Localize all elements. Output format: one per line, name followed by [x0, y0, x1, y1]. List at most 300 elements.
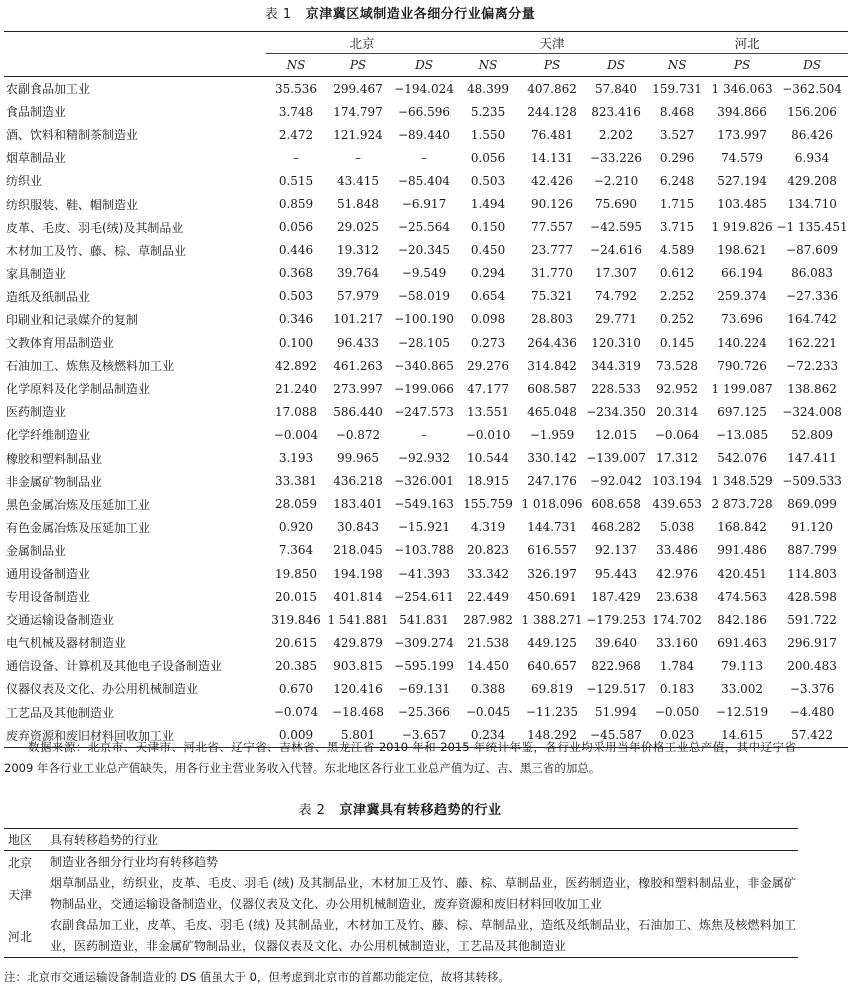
row-header-blank [4, 32, 266, 54]
value-cell: 103.194 [652, 474, 702, 489]
value-cell: −13.085 [716, 427, 769, 442]
value-cell: 95.443 [595, 566, 638, 581]
value-cell: −0.045 [465, 705, 511, 720]
industry-name: 非金属矿物制品业 [6, 474, 103, 489]
value-cell: 1.494 [470, 197, 506, 212]
value-cell: – [355, 150, 361, 165]
value-cell: 319.846 [271, 612, 321, 627]
value-cell: 394.866 [717, 104, 767, 119]
industry-name: 通信设备、计算机及其他电子设备制造业 [6, 659, 223, 674]
value-cell: 29.025 [337, 220, 379, 235]
value-cell: 0.252 [659, 312, 695, 327]
value-cell: 1 919.826 [711, 220, 773, 235]
value-cell: 3.715 [659, 220, 695, 235]
value-cell: 51.848 [337, 197, 379, 212]
subheader-ps: PS [326, 54, 390, 77]
value-cell: 198.621 [717, 243, 767, 258]
value-cell: 73.696 [721, 312, 764, 327]
value-cell: 17.312 [656, 451, 699, 466]
value-cell: 140.224 [717, 335, 767, 350]
value-cell: 5.801 [326, 724, 390, 748]
value-cell: −0.064 [654, 427, 700, 442]
industry-name: 农副食品加工业 [6, 82, 91, 97]
value-cell: 0.183 [659, 681, 695, 696]
value-cell: 697.125 [717, 404, 767, 419]
value-cell: 20.615 [275, 635, 317, 650]
value-cell: 3.193 [278, 451, 314, 466]
value-cell: 439.653 [652, 497, 702, 512]
value-cell: 218.045 [333, 543, 383, 558]
value-cell: 194.198 [333, 566, 383, 581]
value-cell: −2.210 [593, 173, 639, 188]
value-cell: 20.314 [656, 404, 699, 419]
value-cell: 20.015 [275, 589, 317, 604]
value-cell: 991.486 [717, 543, 767, 558]
value-cell: 542.076 [717, 451, 767, 466]
value-cell: 13.551 [467, 404, 510, 419]
value-cell: 14.131 [531, 150, 574, 165]
value-cell: 244.128 [527, 104, 577, 119]
value-cell: −24.616 [590, 243, 643, 258]
value-cell: −100.190 [394, 312, 454, 327]
value-cell: 31.770 [531, 266, 574, 281]
value-cell: −0.010 [465, 427, 511, 442]
value-cell: 92.952 [656, 381, 699, 396]
industry-name: 化学纤维制造业 [6, 428, 91, 443]
table-row [4, 123, 848, 146]
industry-name: 金属制品业 [6, 543, 67, 558]
value-cell: −6.917 [401, 197, 447, 212]
value-cell: 449.125 [527, 635, 577, 650]
value-cell: 0.294 [470, 266, 506, 281]
value-cell: −326.001 [394, 474, 454, 489]
value-cell: 144.731 [527, 520, 577, 535]
table-row [4, 285, 848, 308]
value-cell: −3.376 [789, 681, 835, 696]
value-cell: 586.440 [333, 404, 383, 419]
value-cell: 691.463 [717, 635, 767, 650]
value-cell: −103.788 [394, 543, 454, 558]
value-cell: 228.533 [591, 381, 641, 396]
value-cell: 2.252 [659, 289, 695, 304]
value-cell: 52.809 [791, 427, 834, 442]
value-cell: 1 541.881 [327, 612, 389, 627]
value-cell: 156.206 [787, 104, 837, 119]
value-cell: −12.519 [716, 705, 769, 720]
value-cell: 183.401 [333, 497, 383, 512]
value-cell: 28.059 [275, 497, 317, 512]
value-cell: 51.994 [595, 705, 638, 720]
value-cell: 23.638 [656, 589, 699, 604]
value-cell: 6.934 [794, 150, 830, 165]
subheader-ps: PS [518, 54, 586, 77]
industries-cell: 烟草制品业，纺织业，皮革、毛皮、羽毛 (绒) 及其制品业，木材加工及竹、藤、棕、草制品业，医药制造业，橡胶和塑料制品业，非金属矿物制品业，交通运输设备制造业，仪器仪表及文化、办公用机械制造业，废弃资源和废旧材料回收加工业 [50, 876, 796, 911]
value-cell: 101.217 [333, 312, 383, 327]
subheader-ns: NS [266, 54, 326, 77]
value-cell: 0.150 [470, 220, 506, 235]
deviation-table [4, 31, 848, 748]
table-row [4, 423, 848, 446]
value-cell: −18.468 [331, 705, 385, 720]
subheader-ps: PS [708, 54, 776, 77]
value-cell: −92.042 [590, 474, 643, 489]
value-cell: −129.517 [586, 681, 646, 696]
value-cell: 168.842 [717, 520, 767, 535]
table-row [4, 192, 848, 215]
industry-name: 交通运输设备制造业 [6, 613, 115, 628]
value-cell: 790.726 [717, 358, 767, 373]
value-cell: 48.399 [467, 81, 510, 96]
industry-name: 食品制造业 [6, 105, 67, 120]
industry-name: 造纸及纸制品业 [6, 289, 91, 304]
table-row [4, 585, 848, 608]
value-cell: −69.131 [397, 681, 451, 696]
table1-title: 京津冀区域制造业各细分行业偏离分量 [305, 7, 536, 22]
value-cell: 17.088 [275, 404, 317, 419]
value-cell: 0.388 [470, 681, 506, 696]
industry-name: 家具制造业 [6, 266, 67, 281]
value-cell: 187.429 [591, 589, 641, 604]
value-cell: −179.253 [586, 612, 646, 627]
value-cell: −3.657 [390, 724, 458, 748]
industry-name: 文教体育用品制造业 [6, 336, 115, 351]
table-row [4, 239, 848, 262]
value-cell: 0.859 [278, 197, 314, 212]
value-cell: 12.015 [595, 427, 638, 442]
value-cell: 79.113 [721, 658, 764, 673]
value-cell: 42.976 [656, 566, 699, 581]
value-cell: −324.008 [782, 404, 842, 419]
value-cell: 0.612 [659, 266, 695, 281]
value-cell: 91.120 [791, 520, 834, 535]
value-cell: 57.422 [776, 724, 848, 748]
table-row [4, 77, 848, 101]
value-cell: 21.240 [275, 381, 317, 396]
table1-number: 表 1 [264, 7, 292, 22]
value-cell: 2.472 [278, 127, 314, 142]
value-cell: 474.563 [717, 589, 767, 604]
value-cell: −89.440 [397, 127, 451, 142]
value-cell: −66.596 [397, 104, 451, 119]
subheader-ns: NS [646, 54, 708, 77]
value-cell: 1 346.063 [711, 81, 773, 96]
table-row [4, 493, 848, 516]
value-cell: 903.815 [333, 658, 383, 673]
table2-title: 京津冀具有转移趋势的行业 [339, 803, 502, 818]
value-cell: 7.364 [278, 543, 314, 558]
value-cell: 0.023 [646, 724, 708, 748]
value-cell: 1 348.529 [711, 474, 773, 489]
value-cell: −72.233 [786, 358, 839, 373]
value-cell: 429.879 [333, 635, 383, 650]
table2-note: 注：北京市交通运输设备制造业的 DS 值虽大于 0，但考虑到北京市的首都功能定位，故将其转移。 [4, 970, 510, 984]
value-cell: 23.777 [531, 243, 574, 258]
table-row [4, 539, 848, 562]
industry-name: 石油加工、炼焦及核燃料加工业 [6, 359, 175, 374]
value-cell: 28.803 [531, 312, 574, 327]
value-cell: 14.450 [467, 658, 510, 673]
value-cell: 326.197 [527, 566, 577, 581]
value-cell: 0.920 [278, 520, 314, 535]
value-cell: 0.098 [470, 312, 506, 327]
value-cell: 0.234 [458, 724, 518, 748]
value-cell: 1.715 [659, 197, 695, 212]
transfer-trend-table [4, 828, 798, 958]
value-cell: 2 873.728 [711, 497, 773, 512]
value-cell: – [293, 150, 299, 165]
value-cell: −1 135.451 [776, 220, 848, 235]
value-cell: 20.823 [467, 543, 510, 558]
value-cell: 0.273 [470, 335, 506, 350]
group-header-hebei: 河北 [646, 32, 848, 54]
table1-caption [0, 4, 800, 26]
value-cell: −247.573 [394, 404, 454, 419]
industry-name: 纺织业 [6, 174, 43, 189]
value-cell: −0.004 [273, 427, 319, 442]
value-cell: 407.862 [527, 81, 577, 96]
value-cell: 14.615 [708, 724, 776, 748]
value-cell: – [421, 427, 428, 442]
table2-number: 表 2 [298, 803, 326, 818]
value-cell: 43.415 [337, 173, 379, 188]
value-cell: 1 018.096 [521, 497, 583, 512]
industry-name: 酒、饮料和精制茶制造业 [6, 128, 139, 143]
value-cell: 159.731 [652, 81, 702, 96]
value-cell: −92.932 [397, 451, 451, 466]
value-cell: −194.024 [394, 81, 454, 96]
value-cell: 73.528 [656, 358, 699, 373]
value-cell: 42.892 [275, 358, 317, 373]
value-cell: 616.557 [527, 543, 577, 558]
group-header-beijing: 北京 [266, 32, 458, 54]
industry-name: 黑色金属冶炼及压延加工业 [6, 497, 151, 512]
industry-name: 电气机械及器材制造业 [6, 636, 127, 651]
value-cell: 1 388.271 [521, 612, 583, 627]
value-cell: 47.177 [467, 381, 510, 396]
value-cell: −549.163 [394, 497, 454, 512]
value-cell: 0.145 [659, 335, 695, 350]
value-cell: −87.609 [786, 243, 839, 258]
value-cell: −28.105 [397, 335, 451, 350]
industry-name: 烟草制品业 [6, 151, 67, 166]
value-cell: 0.654 [470, 289, 506, 304]
value-cell: 299.467 [333, 81, 383, 96]
value-cell: 6.248 [659, 173, 695, 188]
value-cell: 90.126 [531, 197, 574, 212]
value-cell: 164.742 [787, 312, 837, 327]
industry-name: 医药制造业 [6, 405, 67, 420]
value-cell: 0.296 [659, 150, 695, 165]
table2-caption [0, 800, 800, 822]
value-cell: −340.865 [394, 358, 454, 373]
value-cell: 0.450 [470, 243, 506, 258]
value-cell: 42.426 [531, 173, 574, 188]
value-cell: 0.368 [278, 266, 314, 281]
table-row [4, 146, 848, 169]
table-row [4, 562, 848, 585]
industry-name: 废弃资源和废旧材料回收加工业 [4, 724, 266, 748]
value-cell: 66.194 [721, 266, 764, 281]
value-cell: −42.595 [590, 220, 643, 235]
value-cell: 842.186 [717, 612, 767, 627]
value-cell: 4.319 [470, 520, 506, 535]
industry-name: 木材加工及竹、藤、棕、草制品业 [6, 243, 187, 258]
value-cell: 69.819 [531, 681, 574, 696]
value-cell: 1 199.087 [711, 381, 773, 396]
value-cell: −0.074 [273, 705, 319, 720]
value-cell: −9.549 [401, 266, 447, 281]
value-cell: 0.346 [278, 312, 314, 327]
industry-name: 仪器仪表及文化、办公用机械制造业 [6, 682, 199, 697]
table-row [4, 677, 848, 700]
value-cell: −85.404 [397, 173, 451, 188]
subheader-ds: DS [776, 54, 848, 77]
value-cell: −15.921 [397, 520, 451, 535]
table-row [4, 216, 848, 239]
value-cell: 33.486 [656, 543, 699, 558]
table-row [4, 169, 848, 192]
value-cell: 33.342 [467, 566, 510, 581]
value-cell: 200.483 [787, 658, 837, 673]
value-cell: 0.503 [278, 289, 314, 304]
value-cell: 465.048 [527, 404, 577, 419]
value-cell: 0.503 [470, 173, 506, 188]
value-cell: 120.310 [591, 335, 641, 350]
value-cell: −25.564 [397, 220, 451, 235]
table-row [4, 701, 848, 724]
table-row [4, 447, 848, 470]
value-cell: 2.202 [598, 127, 634, 142]
value-cell: −41.393 [397, 566, 451, 581]
value-cell: 4.589 [659, 243, 695, 258]
table-row [4, 100, 848, 123]
value-cell: 436.218 [333, 474, 383, 489]
value-cell: −0.872 [335, 427, 381, 442]
value-cell: −595.199 [394, 658, 454, 673]
table-row [4, 308, 848, 331]
industry-name: 橡胶和塑料制品业 [6, 451, 103, 466]
value-cell: 541.831 [399, 612, 449, 627]
value-cell: −309.274 [394, 635, 454, 650]
value-cell: 869.099 [787, 497, 837, 512]
value-cell: 1.550 [470, 127, 506, 142]
value-cell: −25.366 [397, 705, 451, 720]
subheader-ds: DS [390, 54, 458, 77]
value-cell: 3.527 [659, 127, 695, 142]
value-cell: 0.515 [278, 173, 314, 188]
table-row [4, 915, 798, 958]
value-cell: 10.544 [467, 451, 510, 466]
value-cell: 173.997 [717, 127, 767, 142]
value-cell: 121.924 [333, 127, 383, 142]
value-cell: 19.312 [337, 243, 379, 258]
value-cell: 77.557 [531, 220, 574, 235]
value-cell: 823.416 [591, 104, 641, 119]
value-cell: 0.446 [278, 243, 314, 258]
table-row [4, 331, 848, 354]
table-row [4, 873, 798, 915]
table-row [4, 631, 848, 654]
value-cell: 330.142 [527, 451, 577, 466]
value-cell: 264.436 [527, 335, 577, 350]
value-cell: 0.670 [278, 681, 314, 696]
value-cell: 138.862 [787, 381, 837, 396]
value-cell: 344.319 [591, 358, 641, 373]
industry-name: 纺织服装、鞋、帽制造业 [6, 197, 139, 212]
value-cell: 120.416 [333, 681, 383, 696]
value-cell: −20.345 [397, 243, 451, 258]
value-cell: 401.814 [333, 589, 383, 604]
table-row [4, 470, 848, 493]
subheader-ns: NS [458, 54, 518, 77]
industry-name: 工艺品及其他制造业 [6, 705, 115, 720]
table-row [4, 654, 848, 677]
value-cell: 96.433 [337, 335, 379, 350]
value-cell: 0.100 [278, 335, 314, 350]
value-cell: 21.538 [467, 635, 510, 650]
value-cell: 468.282 [591, 520, 641, 535]
industry-name: 化学原料及化学制品制造业 [6, 382, 151, 397]
value-cell: 162.221 [787, 335, 837, 350]
value-cell: 273.997 [333, 381, 383, 396]
value-cell: 19.850 [275, 566, 317, 581]
value-cell: 74.792 [595, 289, 638, 304]
value-cell: −27.336 [786, 289, 839, 304]
value-cell: 640.657 [527, 658, 577, 673]
industry-name: 有色金属冶炼及压延加工业 [6, 520, 151, 535]
table-row [4, 516, 848, 539]
value-cell: 259.374 [717, 289, 767, 304]
value-cell: 75.690 [595, 197, 638, 212]
row-header-blank-2 [4, 54, 266, 77]
value-cell: 92.137 [595, 543, 638, 558]
value-cell: 887.799 [787, 543, 837, 558]
value-cell: – [421, 150, 428, 165]
value-cell: 608.658 [591, 497, 641, 512]
table-row [4, 608, 848, 631]
value-cell: −0.050 [654, 705, 700, 720]
table-row [4, 377, 848, 400]
value-cell: 39.640 [595, 635, 638, 650]
value-cell: 147.411 [787, 451, 837, 466]
table-row [4, 262, 848, 285]
value-cell: 461.263 [333, 358, 383, 373]
value-cell: 247.176 [527, 474, 577, 489]
value-cell: −58.019 [397, 289, 451, 304]
value-cell: 30.843 [337, 520, 379, 535]
value-cell: 822.968 [591, 658, 641, 673]
value-cell: −509.533 [782, 474, 842, 489]
value-cell: 8.468 [659, 104, 695, 119]
value-cell: 20.385 [275, 658, 317, 673]
value-cell: 76.481 [531, 127, 574, 142]
value-cell: 450.691 [527, 589, 577, 604]
value-cell: −4.480 [789, 705, 835, 720]
value-cell: −199.066 [394, 381, 454, 396]
value-cell: 0.056 [278, 220, 314, 235]
value-cell: 429.208 [787, 173, 837, 188]
value-cell: −1.959 [529, 427, 575, 442]
value-cell: 155.759 [463, 497, 513, 512]
value-cell: 29.771 [595, 312, 638, 327]
region-cell: 河北 [4, 915, 48, 958]
industry-name: 专用设备制造业 [6, 590, 91, 605]
value-cell: 314.842 [527, 358, 577, 373]
value-cell: 57.840 [595, 81, 638, 96]
value-cell: 86.083 [791, 266, 834, 281]
value-cell: 103.485 [717, 197, 767, 212]
column-header-industries: 具有转移趋势的行业 [48, 829, 798, 851]
